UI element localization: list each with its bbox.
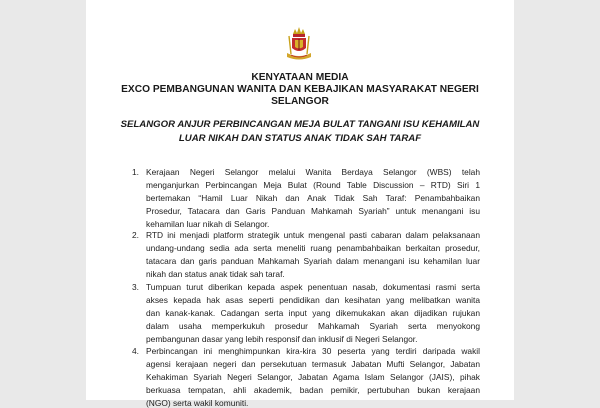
header-line-3: SELANGOR [271,96,329,107]
item-number: 3. [132,282,139,292]
item-line: tatacara dan garis panduan Mahkamah Syariah dalam menangani isu kehamilan luar [146,256,480,266]
header-line-2: EXCO PEMBANGUNAN WANITA DAN KEBAJIKAN MASYARAKAT NEGERI [121,84,479,95]
item-number: 1. [132,167,139,177]
item-line: kehamilan luar nikah di Selangor. [146,219,270,229]
item-line: Tumpuan turut diberikan kepada aspek penentuan nasab, dokumentasi rasmi serta [146,282,480,292]
selangor-crest-logo [284,26,314,62]
document-page [86,0,514,408]
item-line: undang-undang sedia ada serta meneliti ruang penambahbaikan berkaitan prosedur, [146,243,480,253]
item-line: dan kanak-kanak. Cadangan serta input yang dikemukakan akan dijadikan rujukan [146,308,480,318]
item-line: Perbincangan ini menghimpunkan kira-kira 30 peserta yang terdiri daripada wakil [146,346,480,356]
item-line: bertemakan “Hamil Luar Nikah dan Anak Tidak Sah Taraf: Penambahbaikan [146,193,480,203]
item-line: RTD ini menjadi platform strategik untuk mengenal pasti cabaran dalam pelaksanaan [146,230,480,240]
title-line-1: SELANGOR ANJUR PERBINCANGAN MEJA BULAT TANGANI ISU KEHAMILAN [120,119,480,130]
item-line: berkuasa tempatan, ahli akademik, badan pemikir, pertubuhan bukan kerajaan [146,385,480,395]
item-line: (NGO) serta wakil komuniti. [146,398,249,408]
item-number: 2. [132,230,139,240]
title-line-2: LUAR NIKAH DAN STATUS ANAK TIDAK SAH TARAF [178,133,422,144]
item-line: agensi kerajaan negeri dan persekutuan termasuk Jabatan Mufti Selangor, Jabatan [146,359,480,369]
item-line: Kehakiman Syariah Negeri Selangor, Jabatan Agama Islam Selangor (JAIS), pihak [146,372,480,382]
item-line: Prosedur, Tatacara dan Garis Panduan Mahkamah Syariah” untuk menangani isu [146,206,480,216]
item-line: akses kepada hak asas seperti pendidikan dan kesihatan yang melibatkan wanita [146,295,480,305]
item-line: nikah dan status anak tidak sah taraf. [146,269,285,279]
item-line: Kerajaan Negeri Selangor melalui Wanita Berdaya Selangor (WBS) telah [146,167,480,177]
item-number: 4. [132,346,139,356]
item-line: pembangunan dasar yang lebih responsif dan inklusif di Negeri Selangor. [146,334,418,344]
item-line: menganjurkan Perbincangan Meja Bulat (Round Table Discussion – RTD) Siri 1 [146,180,480,190]
header-line-1: KENYATAAN MEDIA [251,72,349,83]
item-line: dalam usaha memperkukuh prosedur Mahkamah Syariah serta menyokong [146,321,480,331]
